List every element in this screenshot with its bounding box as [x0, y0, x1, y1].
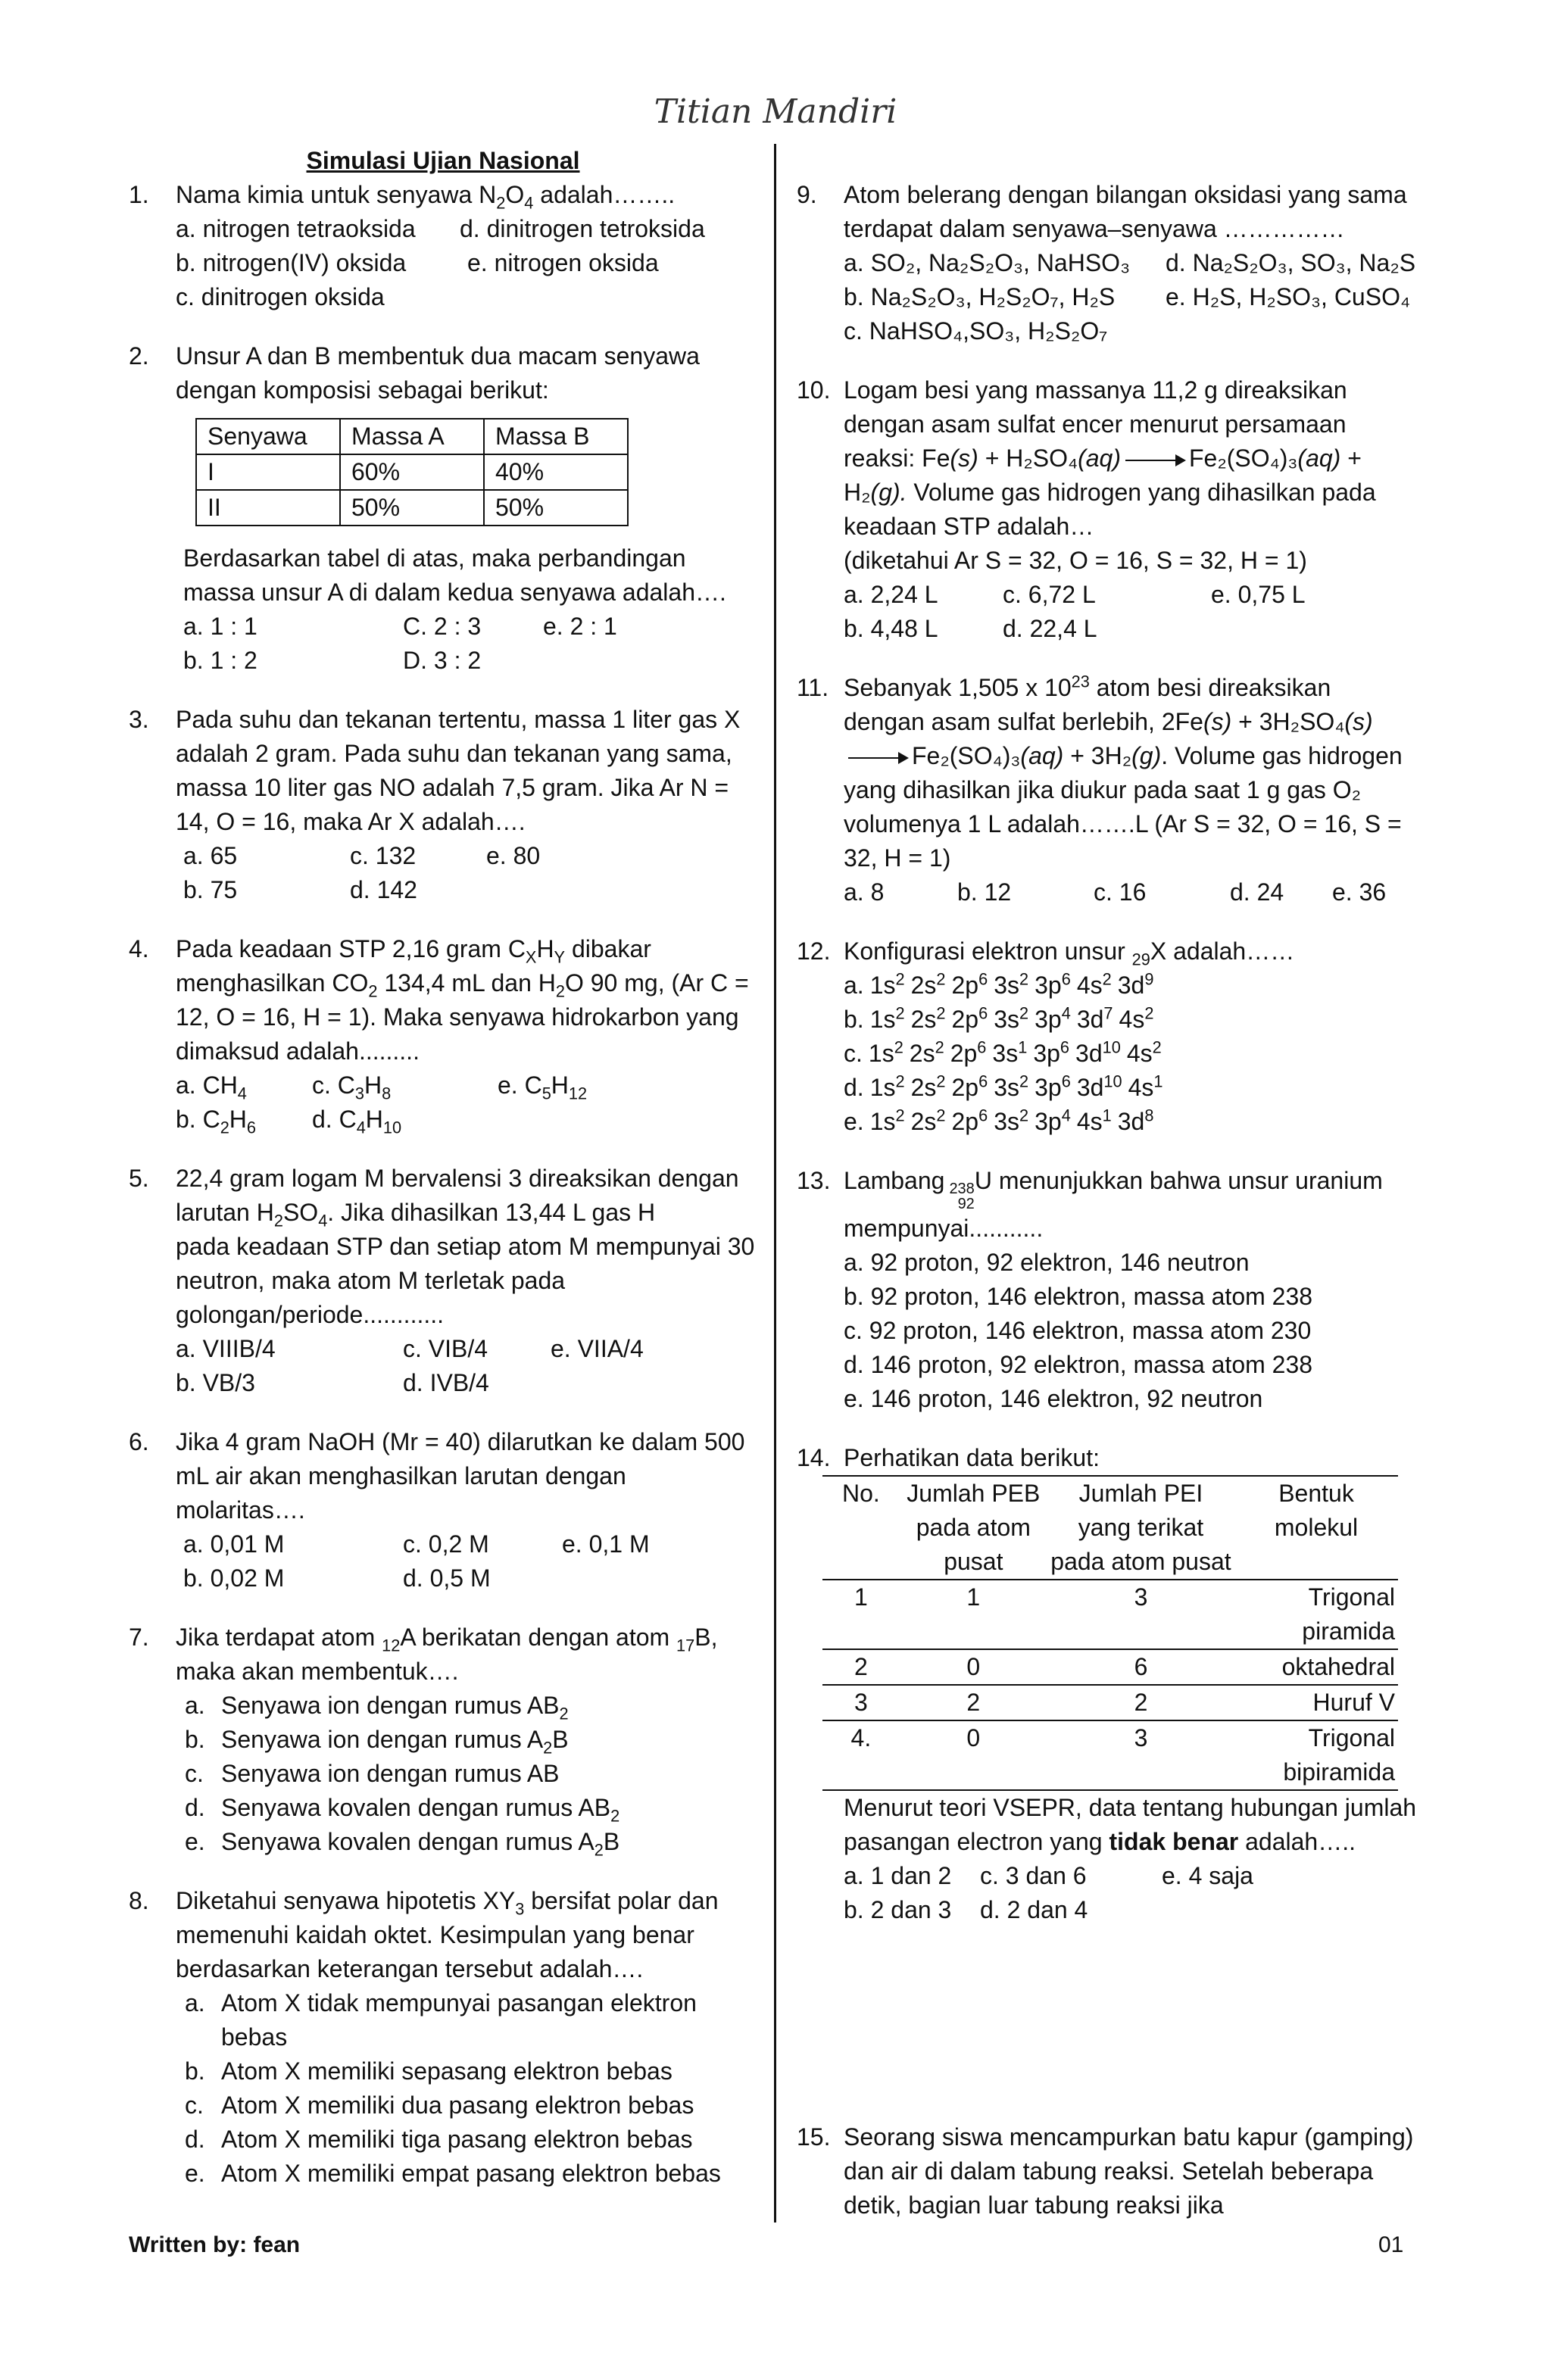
option-a: a. 0,01 M [183, 1530, 285, 1558]
option-b: b. VB/3 [176, 1369, 255, 1396]
question-number: 13. [797, 1167, 831, 1194]
question-number: 1. [129, 181, 149, 208]
option-d: d. Senyawa kovalen dengan rumus $AB_2$ [185, 1794, 620, 1826]
option-b: b. Senyawa ion dengan rumus $A_2B$ [185, 1726, 569, 1758]
table-cell: 3 [822, 1685, 900, 1720]
question-number: 10. [797, 376, 831, 404]
question-7 [129, 1620, 757, 1859]
question-text: Konfigurasi elektron unsur $_{29}$X adalah…… [844, 937, 1295, 969]
brand-header: Titian Mandiri [654, 92, 897, 131]
nuclide-notation: 238 92 [949, 1181, 975, 1212]
question-number: 9. [797, 181, 817, 208]
right-column [797, 178, 1418, 1952]
question-text: Atom belerang dengan bilangan oksidasi yang sama terdapat dalam senyawa–senyawa …………… [844, 181, 1407, 242]
option-d: d. 24 [1230, 878, 1284, 906]
reaction-arrow-icon [848, 757, 907, 759]
option-e: e. 146 proton, 146 elektron, 92 neutron [844, 1385, 1263, 1412]
table-cell: 60% [340, 454, 484, 490]
question-9 [797, 178, 1418, 348]
option-c: c. 0,2 M [403, 1530, 489, 1558]
composition-table [195, 418, 629, 526]
option-a: a. SO₂, Na₂S₂O₃, NaHSO₃ [844, 249, 1131, 276]
option-a: a. 92 proton, 92 elektron, 146 neutron [844, 1249, 1250, 1276]
table-cell: 4. [822, 1720, 900, 1790]
option-a: a. 8 [844, 878, 885, 906]
table-cell: 1 [822, 1580, 900, 1649]
question-text: Sebanyak 1,505 x $10^{23}$ atom besi direaksikan dengan asam sulfat berlebih, 2Fe(s) + 3H₂SO₄(s) Fe₂(SO₄)₃(aq) + 3H₂(g). Volume gas hidrogen yang dihasilkan jika diukur pada saat 1 g gas O₂ volumenya 1 L adalah…….L (Ar S = 32, O = 16, S = 32, H = 1) [844, 672, 1403, 872]
question-text: Pada keadaan STP 2,16 gram $C_XH_Y$ dibakar menghasilkan $CO_2$ 134,4 mL dan $H_2O$ 90 mg, (Ar C = 12, O = 16, H = 1). Maka senyawa hidrokarbon yang dimaksud adalah......... [176, 935, 749, 1065]
question-14 [797, 1441, 1418, 1927]
question-number: 2. [129, 342, 149, 370]
option-c: c. dinitrogen oksida [176, 283, 385, 310]
table-cell: 40% [484, 454, 628, 490]
reaction-arrow-icon [1125, 460, 1184, 461]
question-text: Nama kimia untuk senyawa $N_2O_4$ adalah…….. [176, 181, 676, 213]
option-a: a. 1 : 1 [183, 613, 257, 640]
option-c: c. Senyawa ion dengan rumus AB [185, 1760, 560, 1787]
table-cell: 3 [1047, 1720, 1234, 1790]
table-row [822, 1720, 1398, 1790]
option-a: a. nitrogen tetraoksida [176, 215, 416, 242]
table-cell: 3 [1047, 1580, 1234, 1649]
question-4 [129, 932, 757, 1137]
option-c: c. VIB/4 [403, 1335, 488, 1362]
question-12 [797, 934, 1418, 1139]
table-row [822, 1580, 1398, 1649]
option-e: e. Atom X memiliki empat pasang elektron bebas [185, 2160, 721, 2187]
table-cell: 0 [900, 1720, 1047, 1790]
option-c: c. $C_3H_8$ [312, 1071, 392, 1103]
option-b: b. $1s^2$ $2s^2$ $2p^6$ $3s^2$ $3p^4$ $3d^7$ $4s^2$ [844, 1003, 1154, 1033]
table-row [196, 454, 628, 490]
option-d: d. dinitrogen tetroksida [460, 215, 705, 242]
option-d: d. Na₂S₂O₃, SO₃, Na₂S [1166, 249, 1416, 276]
question-number: 5. [129, 1165, 149, 1192]
table-cell: 2 [900, 1685, 1047, 1720]
column-divider [774, 144, 776, 2222]
table-header: Bentuk molekul [1234, 1476, 1398, 1580]
page-number: 01 [1378, 2232, 1404, 2257]
table-row [822, 1685, 1398, 1720]
option-b: b. 4,48 L [844, 615, 938, 642]
option-b: b. 12 [957, 878, 1012, 906]
footer-author: Written by: fean [129, 2232, 301, 2257]
table-cell: 50% [340, 490, 484, 526]
option-d: d. IVB/4 [403, 1369, 489, 1396]
document-title: Simulasi Ujian Nasional [306, 147, 580, 174]
table-header: Jumlah PEB pada atom pusat [900, 1476, 1047, 1580]
given-data: (diketahui Ar S = 32, O = 16, S = 32, H = 1) [844, 547, 1307, 574]
option-b: b. $C_2H_6$ [176, 1106, 257, 1137]
option-d: d. 146 proton, 92 elektron, massa atom 238 [844, 1351, 1313, 1378]
option-b: b. 75 [183, 876, 238, 903]
question-number: 6. [129, 1428, 149, 1455]
option-c: c. 3 dan 6 [980, 1862, 1087, 1889]
option-c: C. 2 : 3 [403, 613, 482, 640]
table-cell: Trigonal piramida [1234, 1580, 1398, 1649]
option-b: b. 1 : 2 [183, 647, 257, 674]
option-b: b. 0,02 M [183, 1564, 285, 1592]
question-13 [797, 1164, 1418, 1416]
option-e: e. 0,75 L [1211, 581, 1306, 608]
option-e: e. 0,1 M [562, 1530, 650, 1558]
option-e: e. $C_5H_{12}$ [498, 1071, 588, 1103]
question-8 [129, 1884, 757, 2191]
table-header: Senyawa [196, 419, 340, 454]
table-cell: 1 [900, 1580, 1047, 1649]
option-d: d. 22,4 L [1003, 615, 1097, 642]
table-cell: 2 [822, 1649, 900, 1685]
question-15 [797, 2120, 1418, 2222]
option-a: a. VIIIB/4 [176, 1335, 276, 1362]
option-b: b. Na₂S₂O₃, H₂S₂O₇, H₂S [844, 283, 1116, 310]
question-text: Pada suhu dan tekanan tertentu, massa 1 liter gas X adalah 2 gram. Pada suhu dan tekanan yang sama, massa 10 liter gas NO adalah 7,5 gram. Jika Ar N = 14, O = 16, maka Ar X adalah…. [176, 706, 741, 835]
table-cell: 2 [1047, 1685, 1234, 1720]
table-cell: I [196, 454, 340, 490]
right-column-bottom [797, 2120, 1418, 2222]
option-c: c. 16 [1094, 878, 1147, 906]
question-number: 11. [797, 674, 829, 701]
option-d: D. 3 : 2 [403, 647, 482, 674]
option-b: b. 2 dan 3 [844, 1896, 952, 1923]
question-text: Unsur A dan B membentuk dua macam senyawa dengan komposisi sebagai berikut: [176, 342, 700, 404]
question-10 [797, 373, 1418, 646]
table-cell: II [196, 490, 340, 526]
table-cell: 6 [1047, 1649, 1234, 1685]
option-e: e. H₂S, H₂SO₃, CuSO₄ [1166, 283, 1411, 310]
table-header-row [822, 1476, 1398, 1580]
question-1 [129, 178, 757, 314]
table-row [196, 490, 628, 526]
question-followup: Berdasarkan tabel di atas, maka perbandingan massa unsur A di dalam kedua senyawa adalah…. [183, 544, 726, 606]
option-c: c. 132 [350, 842, 417, 869]
table-cell: Trigonal bipiramida [1234, 1720, 1398, 1790]
question-number: 4. [129, 935, 149, 962]
table-header-row [196, 419, 628, 454]
option-a: a. 65 [183, 842, 238, 869]
question-5 [129, 1162, 757, 1400]
option-d: d. $1s^2$ $2s^2$ $2p^6$ $3s^2$ $3p^6$ $3d^{10}$ $4s^1$ [844, 1071, 1163, 1101]
question-text: 22,4 gram logam M bervalensi 3 direaksikan dengan larutan $H_2SO_4$. Jika dihasilkan 13,44 L gas H pada keadaan STP dan setiap atom M mempunyai 30 neutron, maka atom M terletak pada golongan/periode............ [176, 1165, 755, 1328]
option-b: b. nitrogen(IV) oksida [176, 249, 407, 276]
table-header: Massa B [484, 419, 628, 454]
option-c: c. 6,72 L [1003, 581, 1096, 608]
question-text: Seorang siswa mencampurkan batu kapur (gamping) dan air di dalam tabung reaksi. Setelah beberapa detik, bagian luar tabung reaksi jika [844, 2123, 1414, 2219]
vsepr-table [822, 1475, 1398, 1791]
option-b: b. 92 proton, 146 elektron, massa atom 238 [844, 1283, 1313, 1310]
option-d: d. $C_4H_{10}$ [312, 1106, 402, 1137]
question-text: Diketahui senyawa hipotetis $XY_3$ bersifat polar dan memenuhi kaidah oktet. Kesimpulan yang benar berdasarkan keterangan tersebut adalah…. [176, 1887, 719, 1982]
option-b: b. Atom X memiliki sepasang elektron bebas [185, 2057, 673, 2085]
option-e: e. 80 [486, 842, 541, 869]
question-2 [129, 339, 757, 678]
table-cell: Huruf V [1234, 1685, 1398, 1720]
option-e: e. nitrogen oksida [467, 249, 659, 276]
question-number: 7. [129, 1624, 149, 1651]
option-d: d. 142 [350, 876, 417, 903]
configuration-options [844, 969, 1418, 1139]
option-a: a. $1s^2$ $2s^2$ $2p^6$ $3s^2$ $3p^6$ $4s^2$ $3d^9$ [844, 969, 1154, 999]
option-d: d. 0,5 M [403, 1564, 491, 1592]
option-c: c. $1s^2$ $2s^2$ $2p^6$ $3s^1$ $3p^6$ $3d^{10}$ $4s^2$ [844, 1037, 1162, 1067]
question-11 [797, 671, 1418, 909]
option-e: e. VIIA/4 [551, 1335, 644, 1362]
table-row [822, 1649, 1398, 1685]
option-a: a. 2,24 L [844, 581, 938, 608]
question-number: 3. [129, 706, 149, 733]
option-e: e. 2 : 1 [543, 613, 617, 640]
table-cell: oktahedral [1234, 1649, 1398, 1685]
option-a: a. Senyawa ion dengan rumus $AB_2$ [185, 1692, 569, 1723]
question-text: Perhatikan data berikut: [844, 1444, 1100, 1471]
option-c: c. 92 proton, 146 elektron, massa atom 230 [844, 1317, 1312, 1344]
question-6 [129, 1425, 757, 1596]
table-header: No. [822, 1476, 900, 1580]
question-text: Logam besi yang massanya 11,2 g direaksikan dengan asam sulfat encer menurut persamaan reaksi: Fe(s) + H₂SO₄(aq) Fe₂(SO₄)₃(aq) + H₂(g). Volume gas hidrogen yang dihasilkan pada keadaan STP adalah… [844, 376, 1376, 540]
option-c: c. Atom X memiliki dua pasang elektron bebas [185, 2091, 694, 2119]
option-a: a. 1 dan 2 [844, 1862, 952, 1889]
question-text: Jika terdapat atom $_{12}$A berikatan dengan atom $_{17}$B, maka akan membentuk…. [176, 1624, 718, 1685]
option-c: c. NaHSO₄,SO₃, H₂S₂O₇ [844, 317, 1108, 345]
question-number: 14. [797, 1444, 831, 1471]
table-cell: 0 [900, 1649, 1047, 1685]
option-d: d. Atom X memiliki tiga pasang elektron bebas [185, 2126, 693, 2153]
question-text: Jika 4 gram NaOH (Mr = 40) dilarutkan ke dalam 500 mL air akan menghasilkan larutan dengan molaritas…. [176, 1428, 745, 1524]
question-number: 8. [129, 1887, 149, 1914]
left-column [129, 144, 757, 2191]
question-text: Lambang 238 92 U menunjukkan bahwa unsur uranium mempunyai........... [844, 1167, 1383, 1242]
question-followup: Menurut teori VSEPR, data tentang hubungan jumlah pasangan electron yang tidak benar adalah….. [844, 1794, 1417, 1855]
question-number: 12. [797, 937, 831, 965]
table-header: Massa A [340, 419, 484, 454]
question-3 [129, 703, 757, 907]
option-a: a. Atom X tidak mempunyai pasangan elektron bebas [185, 1989, 697, 2051]
option-e: e. $1s^2$ $2s^2$ $2p^6$ $3s^2$ $3p^4$ $4s^1$ $3d^8$ [844, 1106, 1154, 1135]
option-a: a. $CH_4$ [176, 1071, 247, 1103]
table-cell: 50% [484, 490, 628, 526]
option-e: e. Senyawa kovalen dengan rumus $A_2B$ [185, 1828, 620, 1860]
option-e: e. 36 [1332, 878, 1387, 906]
option-d: d. 2 dan 4 [980, 1896, 1088, 1923]
option-e: e. 4 saja [1162, 1862, 1253, 1889]
table-header: Jumlah PEI yang terikat pada atom pusat [1047, 1476, 1234, 1580]
question-number: 15. [797, 2123, 831, 2151]
